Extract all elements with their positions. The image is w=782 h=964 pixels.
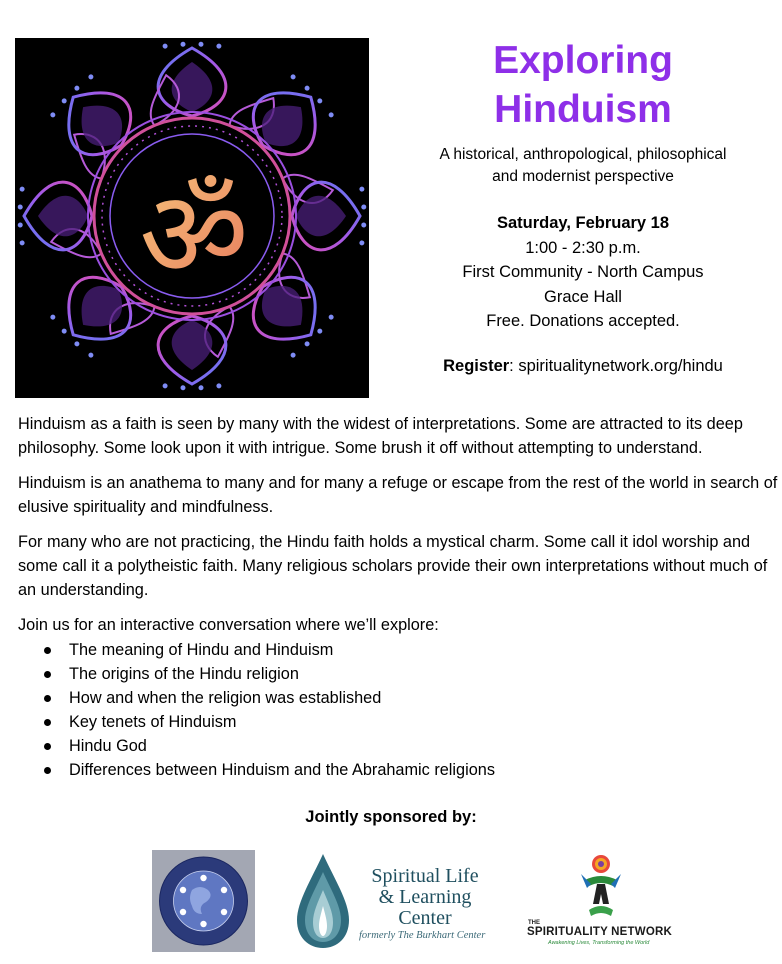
spirituality-network-name: SPIRITUALITY NETWORK <box>527 926 672 938</box>
subtitle-line-1: A historical, anthropological, philosophical <box>439 146 727 163</box>
spiritual-life-name-line-3: Center <box>398 907 452 929</box>
event-time: 1:00 - 2:30 p.m. <box>525 238 641 257</box>
title-line-2: Hinduism <box>494 88 672 131</box>
subtitle-line-2: and modernist perspective <box>492 168 674 185</box>
spiritual-life-learning-center-logo <box>293 850 493 950</box>
register-link[interactable]: : spiritualitynetwork.org/hindu <box>509 357 723 375</box>
list-item: The meaning of Hindu and Hinduism <box>18 638 782 662</box>
event-venue: First Community - North Campus <box>462 263 704 281</box>
list-item: How and when the religion was established <box>18 686 782 710</box>
list-item: Key tenets of Hinduism <box>18 710 782 734</box>
list-item: The origins of the Hindu religion <box>18 662 782 686</box>
om-mandala-icon <box>15 38 369 398</box>
spiritual-life-tagline: formerly The Burkhart Center <box>359 930 486 941</box>
interfaith-seal-icon <box>152 850 255 952</box>
paragraph-2: Hinduism is an anathema to many and for many a refuge or escape from the rest of the world in search of elusive spirituality and mindfulness. <box>18 474 778 516</box>
lotus-drop-icon <box>293 850 353 950</box>
event-subtitle <box>388 144 778 188</box>
spirituality-network-prefix: THE <box>528 920 540 926</box>
dancing-figure-icon <box>575 854 627 920</box>
event-cost: Free. Donations accepted. <box>486 312 680 330</box>
paragraph-1: Hinduism as a faith is seen by many with the widest of interpretations. Some are attracted to its deep philosophy. Some look upon it with intrigue. Some brush it off without attempting to understand. <box>18 415 743 457</box>
list-intro: Join us for an interactive conversation where we’ll explore: <box>18 616 439 634</box>
register-line <box>388 354 778 378</box>
list-item: Hindu God <box>18 734 782 758</box>
spirituality-network-tagline: Awakening Lives, Transforming the World <box>548 940 650 946</box>
spirituality-network-logo <box>522 850 682 950</box>
register-label: Register <box>443 357 510 375</box>
spiritual-life-name-line-2: & Learning <box>378 886 472 908</box>
sponsor-heading: Jointly sponsored by: <box>305 808 477 826</box>
topic-list <box>18 638 782 782</box>
om-symbol-icon: ॐ <box>139 166 249 305</box>
event-details <box>388 211 778 334</box>
interfaith-association-logo <box>152 850 255 952</box>
spiritual-life-name-line-1: Spiritual Life <box>371 865 479 887</box>
event-date: Saturday, February 18 <box>496 214 670 232</box>
event-title <box>388 36 778 134</box>
paragraph-3: For many who are not practicing, the Hindu faith holds a mystical charm. Some call it idol worship and some call it a polytheistic faith. Many religious scholars provide their own interpretations without much of an understanding. <box>18 533 768 599</box>
spiritual-life-name <box>355 866 495 929</box>
list-item: Differences between Hinduism and the Abrahamic religions <box>18 758 782 782</box>
description <box>18 412 782 782</box>
event-room: Grace Hall <box>544 287 622 306</box>
title-line-1: Exploring <box>493 39 673 82</box>
om-mandala-image <box>15 38 369 398</box>
